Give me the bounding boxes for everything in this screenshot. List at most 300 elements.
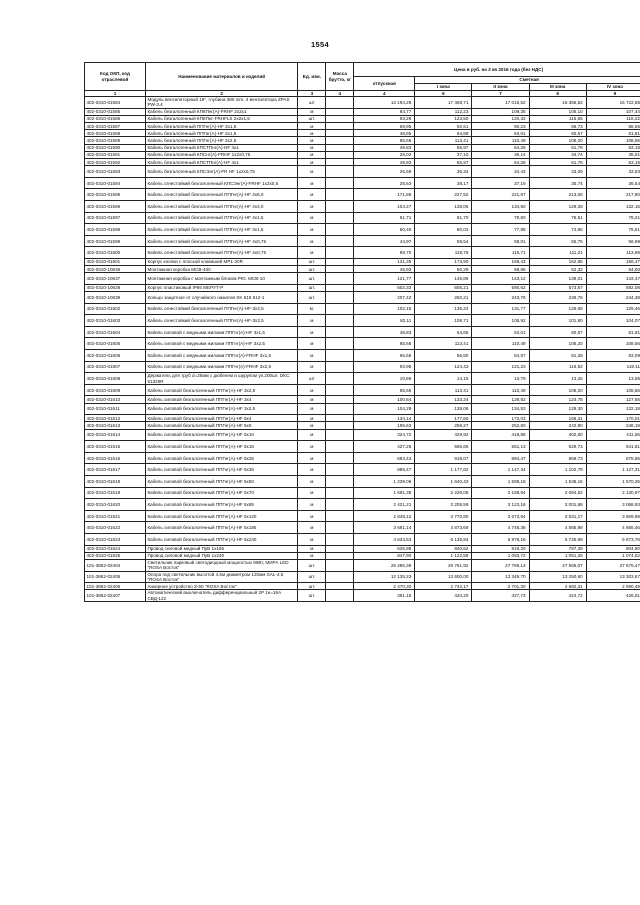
release-price: 26,69	[354, 166, 415, 178]
zone-1-price: 565,66	[415, 441, 472, 453]
item-mass	[326, 487, 354, 499]
item-mass	[326, 273, 354, 285]
item-mass	[326, 303, 354, 315]
zone-2-price: 27 769,13	[472, 559, 529, 571]
zone-2-price: 134,53	[472, 403, 529, 415]
zone-3-price: 573,67	[529, 284, 586, 291]
zone-4-price: 119,11	[586, 361, 640, 373]
column-number: 3	[298, 91, 326, 97]
item-mass	[326, 315, 354, 327]
release-price: 102,15	[354, 303, 415, 315]
item-code: 101-3862-02407	[85, 590, 146, 602]
item-name: Кабель силовой безгалогенный ППГнг(А)-HF 3х2,5	[145, 403, 297, 415]
zone-3-price: 424,72	[529, 590, 586, 602]
zone-2-price: 3 673,84	[472, 510, 529, 522]
release-price: 391,15	[354, 590, 415, 602]
table-row	[85, 159, 640, 166]
zone-3-price: 1 102,79	[529, 464, 586, 476]
item-mass	[326, 590, 354, 602]
table-row	[85, 545, 640, 552]
zone-1-price: 133,24	[415, 396, 472, 403]
item-unit: м	[298, 338, 326, 350]
zone-1-price: 227,52	[415, 189, 472, 201]
release-price: 100,64	[354, 396, 415, 403]
item-mass	[326, 97, 354, 109]
item-name: Кабель безгалогенный ППГнг(А)-HF 3х1,5	[145, 130, 297, 137]
item-unit: м	[298, 235, 326, 247]
table-row	[85, 189, 640, 201]
item-unit: м.	[298, 303, 326, 315]
table-row	[85, 559, 640, 571]
zone-4-price: 36,54	[586, 177, 640, 189]
zone-3-price: 124,78	[529, 396, 586, 403]
zone-1-price: 138,05	[415, 200, 472, 212]
zone-4-price: 63,15	[586, 144, 640, 151]
table-row	[85, 235, 640, 247]
item-name: Кабель силовой безгалогенный ППГнг(А)-HF 5х95	[145, 499, 297, 511]
item-name: Корпус пластиковый IP66 МЕРУТ-Р	[145, 284, 297, 291]
item-mass	[326, 422, 354, 429]
zone-3-price: 115,65	[529, 115, 586, 122]
item-mass	[326, 266, 354, 273]
item-code: 402-0310-01609	[85, 384, 146, 396]
item-code: 402-0310-01584	[85, 97, 146, 109]
zone-1-price: 250,21	[415, 292, 472, 304]
zone-4-price: 166,47	[586, 258, 640, 265]
item-mass	[326, 533, 354, 545]
item-unit: м	[298, 487, 326, 499]
table-row	[85, 224, 640, 236]
zone-2-price: 221,67	[472, 189, 529, 201]
table-row	[85, 361, 640, 373]
table-row	[85, 552, 640, 559]
zone-1-price: 2 226,08	[415, 487, 472, 499]
price-table	[84, 62, 640, 602]
item-unit: шт.	[298, 590, 326, 602]
zone-4-price: 1 570,25	[586, 475, 640, 487]
item-name: Кабель безгалогенный КПСТПнг(А)-HF 4х1	[145, 159, 297, 166]
item-mass	[326, 403, 354, 415]
item-unit: м	[298, 464, 326, 476]
item-code: 402-0310-01588	[85, 130, 146, 137]
item-unit: м	[298, 108, 326, 115]
zone-2-price: 34,43	[472, 166, 529, 178]
column-number: 1	[85, 91, 146, 97]
table-row	[85, 151, 640, 158]
item-code: 402-0310-01598	[85, 224, 146, 236]
item-mass	[326, 137, 354, 144]
table-row	[85, 510, 640, 522]
item-mass	[326, 571, 354, 583]
item-mass	[326, 510, 354, 522]
item-unit: м	[298, 159, 326, 166]
item-name: Модуль вентиляторный 19", глубина 380 mm, 4 вентилятора ZPAS PW-3.4	[145, 97, 297, 109]
item-code: 402-0310-01591	[85, 151, 146, 158]
item-unit: м	[298, 452, 326, 464]
item-unit: шт.	[298, 284, 326, 291]
zone-4-price: 2 130,97	[586, 487, 640, 499]
zone-3-price: 61,78	[529, 159, 586, 166]
release-price: 693,43	[354, 452, 415, 464]
item-unit: м	[298, 510, 326, 522]
zone-3-price: 61,78	[529, 144, 586, 151]
item-mass	[326, 166, 354, 178]
item-code: 402-0310-01599	[85, 235, 146, 247]
zone-1-price: 434,20	[415, 590, 472, 602]
zone-2-price: 37,19	[472, 177, 529, 189]
column-number: 6	[415, 91, 472, 97]
zone-4-price: 107,44	[586, 108, 640, 115]
item-name: Кабель безгалогенный ППГнг(А)-HF 3х1,5	[145, 123, 297, 130]
zone-4-price: 5 873,76	[586, 533, 640, 545]
item-mass	[326, 545, 354, 552]
release-price: 889,47	[354, 464, 415, 476]
zone-1-price: 3 205,59	[415, 499, 472, 511]
zone-2-price: 2 158,84	[472, 487, 529, 499]
item-mass	[326, 151, 354, 158]
zone-4-price: 411,55	[586, 429, 640, 441]
item-mass	[326, 559, 354, 571]
zone-1-price: 4 873,69	[415, 522, 472, 534]
zone-2-price: 105,92	[472, 315, 529, 327]
item-name: Кабель безгалогенный КПСнг(А)-FRHF 1х2х0,75	[145, 151, 297, 158]
header-estimate: Сметная	[415, 77, 640, 84]
table-row	[85, 115, 640, 122]
zone-1-price: 28 761,92	[415, 559, 472, 571]
item-name: Кабель огнестойкий безгалогенный ППГнг(А)-HF 4х1,5	[145, 212, 297, 224]
item-code: 402-0310-01618	[85, 475, 146, 487]
zone-3-price: 106,20	[529, 338, 586, 350]
zone-2-price: 64,28	[472, 159, 529, 166]
item-unit: м	[298, 533, 326, 545]
zone-3-price: 213,06	[529, 189, 586, 201]
item-code: 402-0310-01597	[85, 212, 146, 224]
zone-3-price: 4 565,98	[529, 522, 586, 534]
table-row	[85, 212, 640, 224]
zone-2-price: 243,78	[472, 292, 529, 304]
item-mass	[326, 464, 354, 476]
item-mass	[326, 224, 354, 236]
release-price: 12 135,23	[354, 571, 415, 583]
item-unit: м	[298, 350, 326, 362]
item-mass	[326, 108, 354, 115]
item-code: 402-0310-01623	[85, 533, 146, 545]
item-code: 402-0310-01615	[85, 441, 146, 453]
item-name: Кабель силовой безгалогенный ППГнг(А)-HF 5х50	[145, 475, 297, 487]
item-code: 402-0310-01622	[85, 522, 146, 534]
zone-3-price: 111,21	[529, 247, 586, 259]
release-price: 60,45	[354, 224, 415, 236]
zone-4-price: 88,65	[586, 123, 640, 130]
zone-3-price: 81,28	[529, 350, 586, 362]
zone-1-price: 112,23	[415, 108, 472, 115]
item-name: Кабель силовой безгалогенный ППГнг(А)-HF 5х4	[145, 415, 297, 422]
item-name: Кабель огнестойкий безгалогенный ППГнг(А)-HF-3х2,5	[145, 303, 297, 315]
zone-4-price: 132,15	[586, 200, 640, 212]
zone-4-price: 118,22	[586, 115, 640, 122]
header-mass: Масса брутто, кг	[326, 63, 354, 91]
item-unit: м	[298, 499, 326, 511]
release-price: 93,98	[354, 361, 415, 373]
zone-2-price: 252,60	[472, 422, 529, 429]
item-mass	[326, 284, 354, 291]
table-row	[85, 590, 640, 602]
table-row	[85, 487, 640, 499]
item-name: Кабель огнестойкий безгалогенный ППГнг(А)-HF 4х4,0	[145, 200, 297, 212]
zone-4-price: 127,55	[586, 396, 640, 403]
item-unit: м	[298, 545, 326, 552]
zone-1-price: 37,10	[415, 151, 472, 158]
item-name: Кабель безгалогенный КПСЭнг(А)-FR HF 1х2х0,75	[145, 166, 297, 178]
item-name: Кабель силовой безгалогенный ППГнг(А)-HF 5х10	[145, 429, 297, 441]
release-price: 85,66	[354, 338, 415, 350]
item-code: 402-0310-01607	[85, 361, 146, 373]
zone-4-price: 4 665,46	[586, 522, 640, 534]
table-row	[85, 338, 640, 350]
item-code: 402-0310-01621	[85, 510, 146, 522]
zone-2-price: 1 093,72	[472, 552, 529, 559]
item-mass	[326, 247, 354, 259]
item-mass	[326, 177, 354, 189]
release-price: 104,27	[354, 200, 415, 212]
item-mass	[326, 441, 354, 453]
zone-1-price: 3 770,80	[415, 510, 472, 522]
zone-4-price: 170,01	[586, 415, 640, 422]
item-mass	[326, 452, 354, 464]
zone-4-price: 56,99	[586, 235, 640, 247]
table-row	[85, 422, 640, 429]
header-unit: Ед. изм.	[298, 63, 326, 91]
item-code: 402-0310-01590	[85, 144, 146, 151]
item-unit: м	[298, 415, 326, 422]
table-row	[85, 326, 640, 338]
zone-3-price: 162,85	[529, 258, 586, 265]
zone-1-price: 113,41	[415, 338, 472, 350]
zone-1-price: 118,76	[415, 247, 472, 259]
table-row	[85, 247, 640, 259]
table-row	[85, 373, 640, 385]
item-name: Провод силовой медный ПуВ 1х185	[145, 545, 297, 552]
item-mass	[326, 384, 354, 396]
zone-3-price: 166,31	[529, 415, 586, 422]
header-zone-2: II зона	[472, 84, 529, 91]
table-row	[85, 464, 640, 476]
zone-4-price: 143,47	[586, 273, 640, 285]
item-unit: шт	[298, 97, 326, 109]
item-mass	[326, 429, 354, 441]
zone-2-price: 58,01	[472, 235, 529, 247]
zone-2-price: 115,71	[472, 247, 529, 259]
item-name: Монтажная коробка с монтажным блоком РЮ. МСВ-10	[145, 273, 297, 285]
item-name: Кабель огнестойкий безгалогенный ППГнг(А)-HF-3х2,5	[145, 315, 297, 327]
item-unit: м	[298, 137, 326, 144]
item-code: 101-3862-02404	[85, 559, 146, 571]
zone-3-price: 1 536,16	[529, 475, 586, 487]
release-price: 121,77	[354, 273, 415, 285]
zone-2-price: 36,14	[472, 151, 529, 158]
item-name: Кабель огнестойкий безгалогенный КПСЭнг(А)-FRHF 1х2х0,5	[145, 177, 297, 189]
release-price: 93,28	[354, 115, 415, 122]
item-name: Автоматический выключатель дифференциальный 2P 1н=16А СВД-122	[145, 590, 297, 602]
release-price: 427,26	[354, 441, 415, 453]
item-code: 402-0310-01585	[85, 108, 146, 115]
zone-1-price: 108,71	[415, 315, 472, 327]
zone-4-price: 108,56	[586, 384, 640, 396]
release-price: 4 634,53	[354, 533, 415, 545]
zone-1-price: 606,21	[415, 284, 472, 291]
release-price: 85,66	[354, 384, 415, 396]
item-code: 402-0310-10638	[85, 284, 146, 291]
item-code: 402-0310-01620	[85, 499, 146, 511]
item-unit: м	[298, 151, 326, 158]
item-code: 402-0310-01610	[85, 396, 146, 403]
item-unit: шт.	[298, 115, 326, 122]
release-price: 44,97	[354, 235, 415, 247]
item-mass	[326, 583, 354, 590]
item-unit: м	[298, 123, 326, 130]
release-price: 10,69	[354, 373, 415, 385]
zone-2-price: 110,49	[472, 338, 529, 350]
item-name: Кольцо защитное от случайного нажатия SK 615 512-1	[145, 292, 297, 304]
zone-1-price: 177,60	[415, 415, 472, 422]
item-code: 402-0310-01603	[85, 315, 146, 327]
item-name: Кабель огнестойкий безгалогенный ППГнг(А)-HF 4х0,75	[145, 235, 297, 247]
item-name: Кабель силовой безгалогенный ППГнг(А)-HF 5х25	[145, 452, 297, 464]
release-price: 65,56	[354, 350, 415, 362]
release-price: 49,83	[354, 159, 415, 166]
item-code: 402-0310-01595	[85, 189, 146, 201]
table-row	[85, 303, 640, 315]
item-mass	[326, 200, 354, 212]
page-number: 1554	[311, 40, 329, 49]
item-mass	[326, 326, 354, 338]
zone-3-price: 33,09	[529, 166, 586, 178]
table-row	[85, 441, 640, 453]
header-zone-4: IV зона	[586, 84, 640, 91]
zone-3-price: 859,73	[529, 452, 586, 464]
zone-3-price: 55,75	[529, 235, 586, 247]
item-mass	[326, 130, 354, 137]
item-code: 402-0310-01616	[85, 452, 146, 464]
zone-2-price: 120,32	[472, 115, 529, 122]
table-row	[85, 571, 640, 583]
table-row	[85, 97, 640, 109]
zone-4-price: 108,56	[586, 137, 640, 144]
zone-2-price: 134,50	[472, 200, 529, 212]
item-unit: м	[298, 361, 326, 373]
release-price: 502,33	[354, 284, 415, 291]
zone-3-price: 34,74	[529, 151, 586, 158]
zone-4-price: 61,91	[586, 130, 640, 137]
zone-1-price: 259,27	[415, 422, 472, 429]
table-row	[85, 130, 640, 137]
table-row	[85, 533, 640, 545]
zone-3-price: 5 745,99	[529, 533, 586, 545]
zone-4-price: 76,61	[586, 224, 640, 236]
release-price: 48,83	[354, 326, 415, 338]
item-name: Кабель огнестойкий безгалогенный ППГнг(А)-HF 3х1,5	[145, 224, 297, 236]
item-mass	[326, 475, 354, 487]
zone-2-price: 79,60	[472, 212, 529, 224]
item-code: 402-0310-01586	[85, 115, 146, 122]
zone-4-price: 104,07	[586, 315, 640, 327]
zone-2-price: 64,28	[472, 144, 529, 151]
item-code: 402-0310-01612	[85, 415, 146, 422]
release-price: 45,93	[354, 266, 415, 273]
zone-3-price: 35,74	[529, 177, 586, 189]
item-unit: м	[298, 384, 326, 396]
zone-3-price: 242,80	[529, 422, 586, 429]
item-unit: шт.	[298, 266, 326, 273]
zone-2-price: 63,01	[472, 130, 529, 137]
header-price-title: Цена в руб. на 3 кв 2016 года (без НДС)	[354, 63, 640, 77]
zone-2-price: 418,86	[472, 429, 529, 441]
item-unit: шт.	[298, 559, 326, 571]
table-row	[85, 266, 640, 273]
zone-1-price: 6 135,94	[415, 533, 472, 545]
zone-4-price: 16 722,56	[586, 97, 640, 109]
zone-4-price: 54,00	[586, 266, 640, 273]
zone-2-price: 110,49	[472, 137, 529, 144]
table-row	[85, 137, 640, 144]
item-name: Кабель безгалогенный КПКПнг(А)-FRHF 2х2х1	[145, 108, 297, 115]
zone-3-price: 139,01	[529, 273, 586, 285]
item-mass	[326, 159, 354, 166]
release-price: 84,77	[354, 108, 415, 115]
zone-4-price: 78,21	[586, 212, 640, 224]
release-price: 207,42	[354, 292, 415, 304]
zone-4-price: 61,91	[586, 326, 640, 338]
zone-3-price: 402,60	[529, 429, 586, 441]
item-mass	[326, 338, 354, 350]
zone-1-price: 86,80	[415, 350, 472, 362]
header-name: Наименование материалов и изделий	[145, 63, 297, 91]
item-unit: м	[298, 422, 326, 429]
item-code: 402-0310-01614	[85, 429, 146, 441]
table-row	[85, 177, 640, 189]
item-mass	[326, 499, 354, 511]
zone-3-price: 529,73	[529, 441, 586, 453]
zone-3-price: 129,30	[529, 403, 586, 415]
zone-2-price: 1 147,34	[472, 464, 529, 476]
release-price: 1 681,38	[354, 487, 415, 499]
item-mass	[326, 144, 354, 151]
item-unit: м	[298, 429, 326, 441]
column-number: 4	[326, 91, 354, 97]
table-body	[85, 97, 640, 602]
zone-1-price: 429,92	[415, 429, 472, 441]
zone-3-price: 2 682,31	[529, 583, 586, 590]
zone-4-price: 113,69	[586, 247, 640, 259]
table-row	[85, 123, 640, 130]
zone-2-price: 58,86	[472, 266, 529, 273]
zone-1-price: 59,54	[415, 235, 472, 247]
zone-2-price: 1 598,18	[472, 475, 529, 487]
item-code: 402-0310-01601	[85, 258, 146, 265]
item-code: 402-0310-01625	[85, 552, 146, 559]
zone-1-price: 92,61	[415, 123, 472, 130]
release-price: 61,71	[354, 212, 415, 224]
release-price: 85,66	[354, 137, 415, 144]
item-name: Кабель безгалогенный КПСТПнг(А)-HF 4х1	[145, 144, 297, 151]
item-mass	[326, 552, 354, 559]
zone-4-price: 3 068,63	[586, 499, 640, 511]
release-price: 25 285,39	[354, 559, 415, 571]
zone-4-price: 2 690,49	[586, 583, 640, 590]
zone-4-price: 27 675,47	[586, 559, 640, 571]
item-name: Монтажная коробка МСВ-400	[145, 266, 297, 273]
header-zone-3: III зона	[529, 84, 586, 91]
